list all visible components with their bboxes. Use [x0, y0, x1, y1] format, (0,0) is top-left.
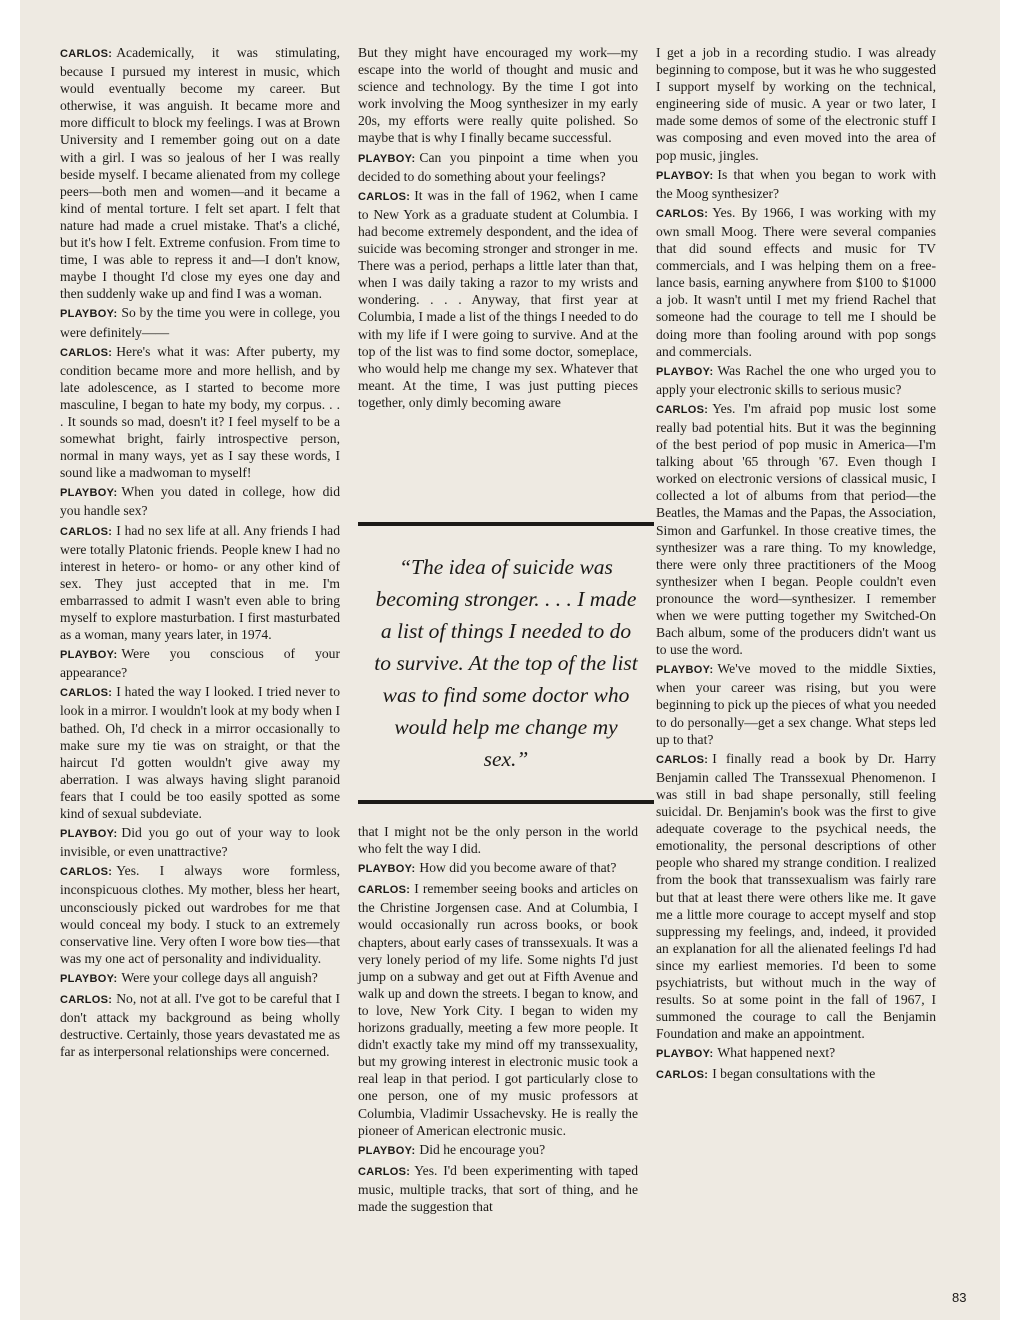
interview-paragraph: [656, 166, 936, 202]
speaker-label: PLAYBOY:: [60, 487, 118, 500]
interview-paragraph: [60, 483, 340, 519]
speaker-label: PLAYBOY:: [60, 308, 118, 321]
interview-paragraph: [656, 660, 936, 747]
interview-paragraph: [656, 750, 936, 1043]
interview-paragraph: [358, 859, 638, 878]
speaker-label: CARLOS:: [60, 687, 113, 700]
paragraph-text: I had no sex life at all. Any friends I had were totally Platonic friends. People knew I had no interest in hetero- or homo- or any other kind of sex. They just accepted that in me. I'm embarrassed to admit I wasn't even able to bring myself to explore masturbation. I first masturbated as a woman, many years later, in 1974.: [60, 522, 340, 643]
speaker-label: PLAYBOY:: [656, 365, 714, 378]
speaker-label: CARLOS:: [656, 1069, 709, 1082]
interview-paragraph: [358, 823, 638, 857]
speaker-label: CARLOS:: [60, 346, 113, 359]
speaker-label: CARLOS:: [656, 207, 709, 220]
text-column-middle: [358, 44, 638, 413]
speaker-label: PLAYBOY:: [60, 649, 118, 662]
interview-paragraph: [60, 304, 340, 340]
paragraph-text: How did you become aware of that?: [419, 860, 617, 876]
paragraph-text: What happened next?: [717, 1045, 836, 1061]
interview-paragraph: [60, 343, 340, 482]
speaker-label: PLAYBOY:: [358, 863, 416, 876]
interview-paragraph: [60, 990, 340, 1060]
interview-paragraph: [60, 645, 340, 681]
interview-paragraph: [358, 1141, 638, 1160]
speaker-label: PLAYBOY:: [60, 828, 118, 841]
speaker-label: PLAYBOY:: [358, 1144, 416, 1157]
speaker-label: CARLOS:: [60, 866, 113, 879]
page-number: 83: [952, 1290, 967, 1305]
interview-paragraph: [60, 824, 340, 860]
paragraph-text: Here's what it was: After puberty, my condition became more and more hellish, and by late adolescence, as I started to become more masculine, I began to hate my body, my corpus. . . . It sounds so mad, doesn't it? I feel myself to be a somewhat bright, fairly introspective person, normal in many ways, yet as I say these words, I sound like a madwoman to myself!: [60, 343, 340, 481]
speaker-label: PLAYBOY:: [358, 152, 416, 165]
interview-paragraph: [656, 1044, 936, 1063]
paragraph-text: When you dated in college, how did you handle sex?: [60, 484, 340, 519]
interview-paragraph: [358, 149, 638, 185]
speaker-label: PLAYBOY:: [656, 1048, 714, 1061]
paragraph-text: I remember seeing books and articles on the Christine Jorgensen case. And at Columbia, I would occasionally run across books, or book chapters, about early cases of transsexuals. It was a very lonely period of my life. Some nights I'd just jump on a subway and get out at Fifth Avenue and walk up and down the streets. I began to know, and to love, New York City. I began to widen my horizons gradually, meeting a few more people. It didn't exactly take my mind off my transsexuality, but my growing interest in electronic music took a real leap in that period. I got particularly close to one person, one of my music professors at Columbia, Vladimir Ussachevsky. He is really the pioneer of American electronic music.: [358, 881, 638, 1138]
interview-paragraph: [60, 683, 340, 822]
speaker-label: CARLOS:: [656, 403, 709, 416]
paragraph-text: It was in the fall of 1962, when I came to New York as a graduate student at Columbia. I had become extremely despondent, and the idea of suicide was becoming stronger and stronger in me. There was a period, perhaps a little later than that, when I was daily taking a razor to my wrists and wondering. . . . Anyway, that first year at Columbia, I made a list of the things I needed to do with my life if I were going to survive. And at the top of the list was to find some doctor, someplace, who would help me change my sex. Whatever that meant. At the time, I was just putting pieces together, only dimly becoming aware: [358, 187, 638, 410]
paragraph-text: Is that when you began to work with the Moog synthesizer?: [656, 166, 936, 201]
interview-paragraph: [358, 44, 638, 147]
paragraph-text: Did he encourage you?: [419, 1141, 546, 1157]
interview-paragraph: [656, 1065, 936, 1084]
interview-paragraph: [656, 362, 936, 398]
middle-column-lower: [358, 823, 638, 1215]
interview-paragraph: [358, 187, 638, 411]
interview-paragraph: [656, 204, 936, 360]
interview-paragraph: [60, 44, 340, 302]
middle-column-upper: [358, 44, 638, 411]
speaker-label: PLAYBOY:: [656, 664, 714, 677]
paragraph-text: Yes. By 1966, I was working with my own small Moog. There were several companies that did sound effects and music for TV commercials, and I was helping them on a free-lance basis, earning anywhere from $100 to $1000 a job. It wasn't until I met my friend Rachel that someone had the courage to tell me I should be doing more than fooling around with pop songs and commercials.: [656, 204, 936, 359]
interview-paragraph: [358, 880, 638, 1138]
interview-paragraph: [60, 969, 340, 988]
speaker-label: PLAYBOY:: [60, 972, 118, 985]
pull-quote: “The idea of suicide was becoming stronger. . . . I made a list of things I needed to do to survive. At the top of the list was to find some doctor who would help me change my sex.”: [374, 555, 638, 771]
text-column-right: [656, 44, 936, 1087]
paragraph-text: So by the time you were in college, you were definitely——: [60, 305, 340, 340]
speaker-label: CARLOS:: [656, 753, 709, 766]
paragraph-text: I began consultations with the: [712, 1066, 876, 1082]
paragraph-text: Yes. I always wore formless, inconspicuous clothes. My mother, bless her heart, unconsciously picked out wardrobes for me that would conceal my body. I stuck to an extremely conservative line. Very often I wore bow ties—that was my one act of personality and individuality.: [60, 863, 340, 966]
paragraph-text: Were you conscious of your appearance?: [60, 646, 340, 681]
speaker-label: CARLOS:: [358, 884, 411, 897]
paragraph-text: Yes. I'd been experimenting with taped music, multiple tracks, that sort of thing, and he made the suggestion that: [358, 1162, 638, 1214]
interview-paragraph: [358, 1162, 638, 1215]
paragraph-text: But they might have encouraged my work—my escape into the world of thought and music and science and technology. By the time I got into work involving the Moog synthesizer in my early 20s, my efforts were really quite polished. So maybe that is why I finally became successful.: [358, 45, 638, 146]
paragraph-text: Did you go out of your way to look invisible, or even unattractive?: [60, 825, 340, 860]
paragraph-text: Were your college days all anguish?: [121, 969, 318, 985]
paragraph-text: that I might not be the only person in the world who felt the way I did.: [358, 824, 638, 857]
paragraph-text: I hated the way I looked. I tried never to look in a mirror. I wouldn't look at my body when I bathed. Oh, I'd check in a mirror occasionally to make sure my tie was on straight, or that the haircut I'd gotten wouldn't give away my aberration. I was always having slight paranoid fears that I could be too easily spotted as some kind of sexual subdeviate.: [60, 684, 340, 822]
paragraph-text: I get a job in a recording studio. I was already beginning to compose, but it was he who suggested I support myself by working on the technical, engineering side of music. A year or two later, I made some demos of some of the electronic stuff I was composing and even moved into the area of pop music, jingles.: [656, 45, 936, 163]
speaker-label: PLAYBOY:: [656, 169, 714, 182]
paragraph-text: Academically, it was stimulating, because I pursued my interest in music, which would eventually become my career. But otherwise, it was anguish. It became more and more difficult to block my feelings. I was at Brown University and I remember going out on a date with a girl. I was so jealous of her I was really beside myself. I became alienated from my college peers—both men and women—and it became a kind of mental torture. I felt set apart. I felt that nature had made a cruel mistake. That's a cliché, but it's how I felt. Extreme confusion. From time to time, I was able to repress it and—I don't know, maybe I thought I'd close my eyes one day and then suddenly wake up and find I was a woman.: [60, 45, 340, 302]
interview-paragraph: [60, 522, 340, 644]
interview-paragraph: [656, 44, 936, 164]
text-column-middle-lower: [358, 823, 638, 1217]
speaker-label: CARLOS:: [60, 48, 113, 60]
pull-quote-box: [358, 522, 654, 804]
paragraph-text: Was Rachel the one who urged you to apply your electronic skills to serious music?: [656, 362, 936, 397]
interview-paragraph: [60, 862, 340, 967]
speaker-label: CARLOS:: [60, 525, 113, 538]
paragraph-text: I finally read a book by Dr. Harry Benjamin called The Transsexual Phenomenon. I was still in bad shape personally, still feeling suicidal. Dr. Benjamin's book was the first to give adequate coverage to the psychical needs, the emotionality, the personal descriptions of other people who shared my strange condition. I realized from the book that transsexualism was fairly rare but that at least there were others like me. It gave me a little more courage to accept myself and stop suppressing my feelings, and, indeed, it provided an explanation for all the alienated feelings I'd had since my earliest memories. I'd been to some psychiatrists, but without much in the way of results. So at some point in the fall of 1967, I summoned the courage to call the Benjamin Foundation and make an appointment.: [656, 750, 936, 1042]
paragraph-text: Can you pinpoint a time when you decided to do something about your feelings?: [358, 149, 638, 184]
paragraph-text: No, not at all. I've got to be careful that I don't attack my background as being wholly destructive. Certainly, those years devastated me as far as interpersonal relationships were concerned.: [60, 990, 340, 1060]
speaker-label: CARLOS:: [358, 1165, 411, 1178]
speaker-label: CARLOS:: [60, 993, 113, 1006]
paragraph-text: Yes. I'm afraid pop music lost some really bad potential hits. But it was the beginning of the best period of pop music in America—I'm talking about '65 through '67. Even though I worked on electronic versions of classical music, I collected a lot of albums from that period—the Beatles, the Mamas and the Papas, the Association, Simon and Garfunkel. In those creative times, the synthesizer was a rare thing. To my knowledge, there were only three practitioners of the Moog synthesizer when I began. People couldn't even pronounce the word—synthesizer. I remember when we were putting together my Switched-On Bach album, some of the producers didn't want us to use the word.: [656, 400, 936, 658]
interview-paragraph: [656, 400, 936, 658]
text-column-left: [60, 44, 340, 1062]
paragraph-text: We've moved to the middle Sixties, when your career was rising, but you were beginning to pick up the pieces of what you needed to do personally—get a sex change. What steps led up to that?: [656, 661, 936, 747]
speaker-label: CARLOS:: [358, 190, 411, 203]
magazine-page: [20, 0, 1000, 1320]
